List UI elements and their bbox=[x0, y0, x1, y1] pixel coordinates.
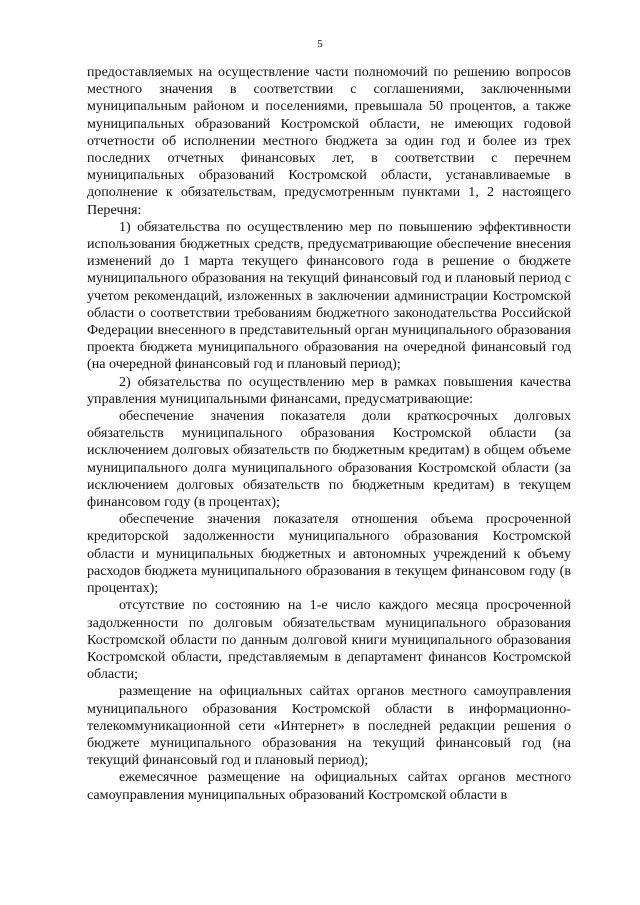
paragraph-budget-publication: размещение на официальных сайтах органов местного самоуправления муниципального образования Костромской области в информационно-телекоммуникационной сети «Интернет» в последней редакции решения о бюджете муниципального образования на текущий финансовый год (на текущий финансовый год и плановый период); bbox=[87, 683, 571, 769]
paragraph-short-term-debt: обеспечение значения показателя доли краткосрочных долговых обязательств муниципального образования Костромской области (за исключением долговых обязательств по бюджетным кредитам) в общем объеме муниципального долга муниципального образования Костромской области (за исключением долговых обязательств по бюджетным кредитам) в текущем финансовом году (в процентах); bbox=[87, 408, 571, 511]
paragraph-continuation: предоставляемых на осуществление части полномочий по решению вопросов местного значения в соответствии с соглашениями, заключенными муниципальным районом и поселениями, превышала 50 процентов, а также муниципальных образований Костромской области, не имеющих годовой отчетности об исполнении местного бюджета за один год и более из трех последних отчетных финансовых лет, в соответствии с перечнем муниципальных образований Костромской области, устанавливаемые в дополнение к обязательствам, предусмотренным пунктами 1, 2 настоящего Перечня: bbox=[87, 64, 571, 218]
paragraph-monthly-publication: ежемесячное размещение на официальных сайтах органов местного самоуправления муниципальных образований Костромской области в bbox=[87, 769, 571, 803]
paragraph-item-1: 1) обязательства по осуществлению мер по повышению эффективности использования бюджетных средств, предусматривающие обеспечение внесения изменений до 1 марта текущего финансового года в решение о бюджете муниципального образования на текущий финансовый год и плановый период с учетом рекомендаций, изложенных в заключении администрации Костромской области о соответствии требованиям бюджетного законодательства Российской Федерации внесенного в представительный орган муниципального образования проекта бюджета муниципального образования на очередной финансовый год (на очередной финансовый год и плановый период); bbox=[87, 218, 571, 373]
page-number: 5 bbox=[317, 38, 323, 50]
paragraph-no-overdue-debt: отсутствие по состоянию на 1-е число каждого месяца просроченной задолженности по долговым обязательствам муниципального образования Костромской области по данным долговой книги муниципального образования Костромской области, представляемым в департамент финансов Костромской области; bbox=[87, 597, 571, 683]
paragraph-overdue-payables: обеспечение значения показателя отношения объема просроченной кредиторской задолженности муниципального образования Костромской области и муниципальных бюджетных и автономных учреждений к объему расходов бюджета муниципального образования в текущем финансовом году (в процентах); bbox=[87, 511, 571, 597]
document-body bbox=[87, 64, 571, 804]
paragraph-item-2: 2) обязательства по осуществлению мер в рамках повышения качества управления муниципальными финансами, предусматривающие: bbox=[87, 373, 571, 407]
